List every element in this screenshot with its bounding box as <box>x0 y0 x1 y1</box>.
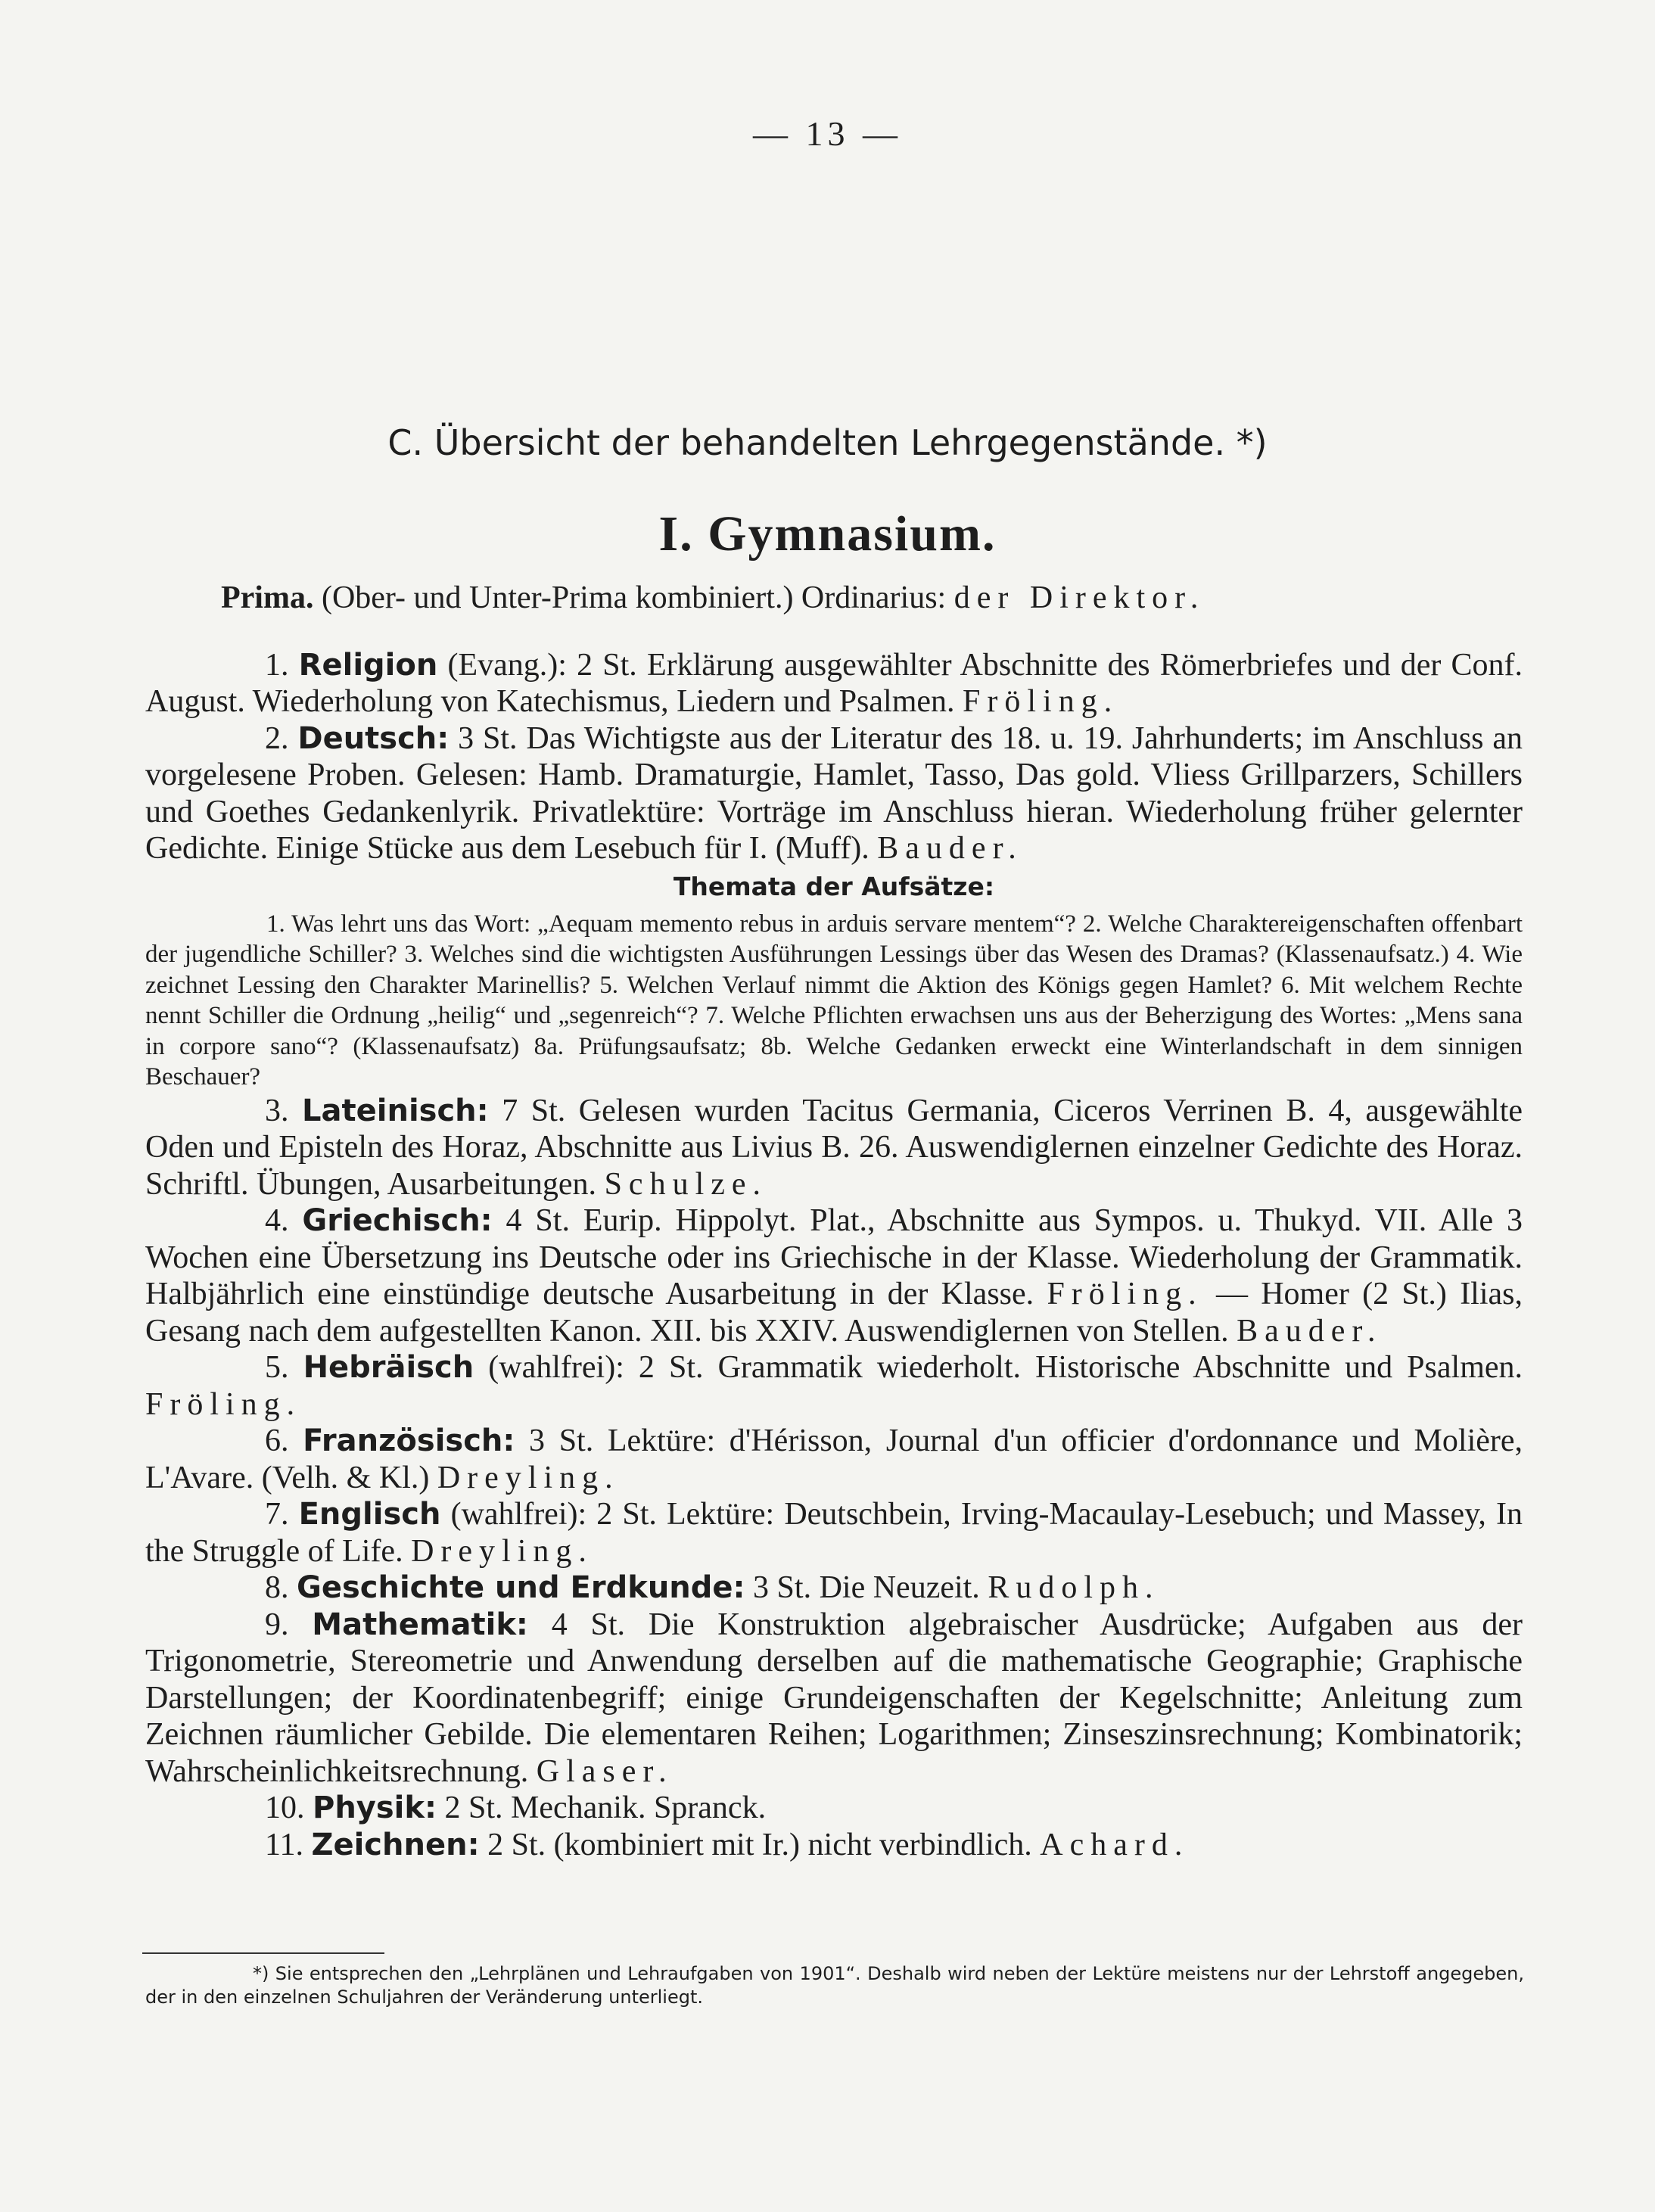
themata-text: 1. Was lehrt uns das Wort: „Aequam memento rebus in arduis servare mentem“? 2. Welche Charaktereigenschaften offenbart der jugendliche Schiller? 3. Welches sind die wichtigsten Ausführungen Lessings über das Wesen des Dramas? (Klassenaufsatz.) 4. Wie zeichnet Lessing den Charakter Marinellis? 5. Welchen Verlauf nimmt die Aktion des Königs gegen Hamlet? 6. Mit welchem Rechte nennt Schiller die Ordnung „heilig“ und „segenreich“? 7. Welche Pflichten erwachsen uns aus der Beherzigung des Wortes: „Mens sana in corpore sano“? (Klassenaufsatz) 8a. Prüfungsaufsatz; 8b. Welche Gedanken erweckt eine Winterlandschaft in dem sinnigen Beschauer? <box>145 910 1523 1090</box>
subject-text: 7 St. Gelesen wurden Tacitus Germania, Ciceros Verrinen B. 4, ausgewählte Oden und Episteln des Horaz, Abschnitte aus Livius B. 26. Auswendiglernen einzelner Gedichte des Horaz. Schriftl. Übungen, Ausarbeitungen. <box>145 1093 1523 1202</box>
subject-number: 1. <box>265 647 289 683</box>
subject-text: (wahlfrei): 2 St. Lektüre: Deutschbein, Irving-Macaulay-Lesebuch; und Massey, In the Struggle of Life. <box>145 1497 1523 1569</box>
subject-mathematik <box>145 1607 1523 1790</box>
subject-geschichte <box>145 1570 1523 1607</box>
subject-name: Mathematik: <box>312 1607 528 1642</box>
prima-ordinarius: der Direktor. <box>953 580 1205 615</box>
subject-teacher: Fröling. <box>963 684 1119 719</box>
subject-name: Lateinisch: <box>302 1093 489 1128</box>
subject-text: (wahlfrei): 2 St. Grammatik wiederholt. Historische Abschnitte und Psalmen. <box>488 1350 1523 1385</box>
subject-franzoesisch <box>145 1423 1523 1496</box>
subject-name: Religion <box>298 647 438 683</box>
prima-text: (Ober- und Unter-Prima kombiniert.) Ordinarius: <box>321 580 947 615</box>
subject-name: Geschichte und Erdkunde: <box>297 1570 745 1605</box>
subject-name: Deutsch: <box>297 720 450 756</box>
subject-text: 3 St. Die Neuzeit. <box>753 1570 980 1605</box>
subject-number: 3. <box>265 1093 289 1128</box>
subject-teacher: Fröling. <box>145 1386 302 1422</box>
subject-text: 3 St. Lektüre: d'Hérisson, Journal d'un officier d'ordonnance und Molière, L'Avare. (Velh. & Kl.) <box>145 1423 1523 1495</box>
main-content <box>145 580 1523 1863</box>
subject-text: 2 St. (kombiniert mit Ir.) nicht verbindlich. <box>487 1827 1032 1862</box>
subject-number: 7. <box>265 1497 289 1532</box>
footnote: *) Sie entsprechen den „Lehrplänen und Lehraufgaben von 1901“. Deshalb wird neben der Lektüre meistens nur der Lehrstoff angegeben, der in den einzelnen Schuljahren der Veränderung unterliegt. <box>145 1963 1524 2008</box>
footnote-rule <box>142 1952 384 1954</box>
subject-zeichnen <box>145 1827 1523 1864</box>
school-title: I. Gymnasium. <box>658 506 997 562</box>
subject-hebraeisch <box>145 1349 1523 1423</box>
subject-text: 3 St. Das Wichtigste aus der Literatur des 18. u. 19. Jahrhunderts; im Anschluss an vorgelesene Proben. Gelesen: Hamb. Dramaturgie, Hamlet, Tasso, Das gold. Vliess Grillparzers, Schillers und Goethes Gedankenlyrik. Privatlektüre: Vorträge im Anschluss hieran. Wiederholung früher gelernter Gedichte. Einige Stücke aus dem Lesebuch für I. (Muff). <box>145 720 1523 866</box>
subject-number: 2. <box>265 720 289 756</box>
prima-label: Prima. <box>221 580 314 615</box>
subject-number: 11. <box>265 1827 303 1862</box>
subject-name: Griechisch: <box>302 1203 493 1238</box>
themata-heading: Themata der Aufsätze: <box>673 871 995 901</box>
subject-deutsch <box>145 720 1523 867</box>
subject-teacher: Achard. <box>1040 1827 1190 1862</box>
subject-number: 9. <box>265 1607 289 1642</box>
subject-text: 2 St. Mechanik. Spranck. <box>444 1790 767 1825</box>
subject-number: 5. <box>265 1350 289 1385</box>
subject-lateinisch <box>145 1093 1523 1203</box>
subject-teacher: Bauder. <box>877 831 1023 866</box>
subject-englisch <box>145 1496 1523 1570</box>
subject-number: 8. <box>265 1570 289 1605</box>
subject-griechisch <box>145 1202 1523 1349</box>
subject-teacher: Dreyling. <box>411 1533 593 1569</box>
subject-name: Englisch <box>298 1497 441 1532</box>
section-title: C. Übersicht der behandelten Lehrgegenstände. *) <box>387 422 1268 463</box>
subject-number: 4. <box>265 1203 289 1238</box>
page-number: — 13 — <box>753 114 902 153</box>
subject-text: 4 St. Eurip. Hippolyt. Plat., Abschnitte aus Sympos. u. Thukyd. VII. Alle 3 Wochen eine Übersetzung ins Deutsche oder ins Griechische in der Klasse. Wiederholung der Grammatik. Halbjährlich eine einstündige deutsche Ausarbeitung in der Klasse. <box>145 1203 1523 1311</box>
prima-line <box>145 580 1523 617</box>
subject-teacher-2: Bauder. <box>1237 1313 1383 1349</box>
subject-physik <box>145 1790 1523 1827</box>
subject-teacher: Schulze. <box>604 1166 768 1202</box>
subject-teacher: Fröling. <box>1047 1277 1203 1311</box>
subject-text: 4 St. Die Konstruktion algebraischer Ausdrücke; Aufgaben aus der Trigonometrie, Stereometrie und Anwendung derselben auf die mathematische Geographie; Graphische Darstellungen; der Koordinatenbegriff; einige Grundeigenschaften der Kegelschnitte; Anleitung zum Zeichnen räumlicher Gebilde. Die elementaren Reihen; Logarithmen; Zinseszinsrechnung; Kombinatorik; Wahrscheinlichkeitsrechnung. <box>145 1607 1523 1789</box>
subject-text: (Evang.): 2 St. Erklärung ausgewählter Abschnitte des Römerbriefes und der Conf. August. Wiederholung von Katechismus, Liedern und Psalmen. <box>145 647 1523 719</box>
subject-name: Physik: <box>313 1790 437 1825</box>
subject-number: 6. <box>265 1423 289 1458</box>
subject-teacher: Dreyling. <box>437 1460 620 1495</box>
subject-name: Französisch: <box>303 1423 515 1458</box>
subject-teacher: Rudolph. <box>988 1570 1160 1605</box>
subject-text-2: — Homer (2 St.) Ilias, Gesang nach dem aufgestellten Kanon. XII. bis XXIV. Auswendiglernen von Stellen. <box>145 1277 1523 1349</box>
subject-number: 10. <box>265 1790 305 1825</box>
subject-religion <box>145 647 1523 720</box>
subject-teacher: Glaser. <box>536 1753 674 1789</box>
subject-name: Zeichnen: <box>311 1827 480 1862</box>
subject-name: Hebräisch <box>303 1350 474 1385</box>
